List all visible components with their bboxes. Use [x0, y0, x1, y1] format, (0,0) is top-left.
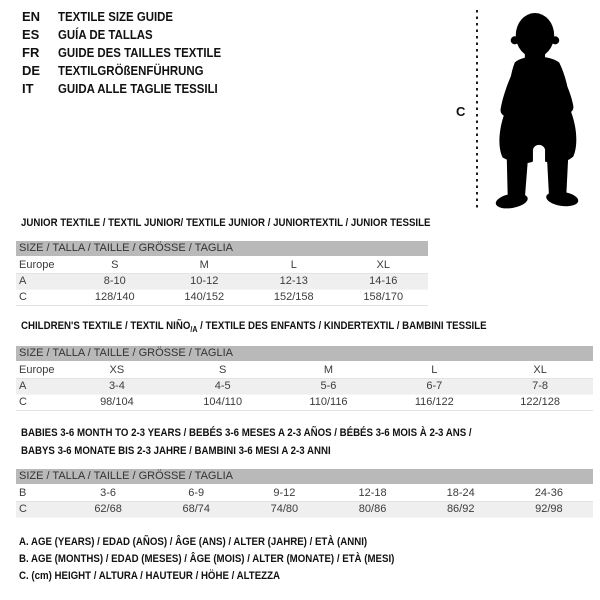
size-cell: 86/92	[417, 502, 505, 518]
size-cell: 12-13	[249, 274, 339, 290]
children-section-title: CHILDREN'S TEXTILE / TEXTIL $NIÑO_{/A}$ / TEXTILE DES ENFANTS / KINDERTEXTIL / BAMBINI TESSILE	[21, 320, 487, 335]
size-cell: 128/140	[70, 290, 160, 306]
size-cell: 12-18	[328, 485, 416, 502]
size-cell: 116/122	[381, 395, 487, 411]
row-label: C	[16, 395, 64, 411]
language-title: TEXTILGRÖßENFÜHRUNG	[58, 63, 204, 78]
row-label: A	[16, 274, 70, 290]
table-row	[16, 274, 428, 290]
language-row	[22, 62, 243, 80]
row-label: A	[16, 379, 64, 395]
size-cell: 9-12	[240, 485, 328, 502]
junior-section-title: JUNIOR TEXTILE / TEXTIL JUNIOR/ TEXTILE JUNIOR / JUNIORTEXTIL / JUNIOR TESSILE	[21, 217, 431, 229]
size-cell: 122/128	[487, 395, 593, 411]
size-cell: M	[160, 257, 250, 274]
size-cell: 74/80	[240, 502, 328, 518]
size-cell: 3-6	[64, 485, 152, 502]
language-title: TEXTILE SIZE GUIDE	[58, 9, 174, 24]
size-cell: L	[249, 257, 339, 274]
language-title: GUIDE DES TAILLES TEXTILE	[58, 45, 222, 60]
legend-line-b: B. AGE (MONTHS) / EDAD (MESES) / ÂGE (MOIS) / ALTER (MONATE) / ETÀ (MESI)	[19, 553, 395, 565]
language-title: GUÍA DE TALLAS	[58, 27, 153, 42]
row-label: C	[16, 290, 70, 306]
language-code: FR	[22, 45, 40, 60]
size-cell: 24-36	[505, 485, 593, 502]
table-row	[16, 257, 428, 274]
size-cell: 6-9	[152, 485, 240, 502]
table-row	[16, 362, 593, 379]
size-cell: 6-7	[381, 379, 487, 395]
size-cell: 152/158	[249, 290, 339, 306]
size-cell: 7-8	[487, 379, 593, 395]
baby-silhouette-icon	[486, 8, 592, 210]
size-cell: 14-16	[339, 274, 429, 290]
size-cell: 98/104	[64, 395, 170, 411]
table-row	[16, 485, 593, 502]
size-cell: S	[170, 362, 276, 379]
size-cell: 80/86	[328, 502, 416, 518]
size-cell: L	[381, 362, 487, 379]
size-cell: 140/152	[160, 290, 250, 306]
size-cell: M	[276, 362, 382, 379]
size-cell: 62/68	[64, 502, 152, 518]
language-code: DE	[22, 63, 41, 78]
size-header-bar: SIZE / TALLA / TAILLE / GRÖSSE / TAGLIA	[16, 469, 593, 485]
language-row	[22, 26, 243, 44]
babies-size-table	[16, 469, 593, 518]
size-cell: 110/116	[276, 395, 382, 411]
size-cell: 18-24	[417, 485, 505, 502]
junior-size-table	[16, 241, 428, 306]
size-cell: 158/170	[339, 290, 429, 306]
table-row	[16, 502, 593, 518]
table-row	[16, 395, 593, 411]
language-code: ES	[22, 27, 40, 42]
size-cell: 92/98	[505, 502, 593, 518]
children-size-table	[16, 346, 593, 411]
language-row	[22, 8, 243, 26]
size-cell: 10-12	[160, 274, 250, 290]
height-measure-label: C	[456, 104, 466, 119]
language-code: EN	[22, 9, 41, 24]
table-row	[16, 290, 428, 306]
row-label: C	[16, 502, 64, 518]
size-cell: S	[70, 257, 160, 274]
nino-a-subscript: /A	[190, 325, 198, 335]
height-dotted-line	[476, 10, 478, 208]
babies-section-title: BABIES 3-6 MONTH TO 2-3 YEARS / BEBÉS 3-6 MESES A 2-3 AÑOS / BÉBÉS 3-6 MOIS À 2-3 ANS / BABYS 3-6 MONATE BIS 2-3 JAHRE / BAMBINI 3-6 MESI A 2-3 ANNI	[21, 427, 472, 457]
row-label: Europe	[16, 362, 64, 379]
size-cell: 4-5	[170, 379, 276, 395]
measurement-legend	[19, 534, 446, 585]
language-list	[22, 8, 243, 98]
language-row	[22, 80, 243, 98]
size-cell: 8-10	[70, 274, 160, 290]
size-header-bar: SIZE / TALLA / TAILLE / GRÖSSE / TAGLIA	[16, 241, 428, 257]
row-label: B	[16, 485, 64, 502]
size-cell: XS	[64, 362, 170, 379]
size-cell: 104/110	[170, 395, 276, 411]
legend-line-a: A. AGE (YEARS) / EDAD (AÑOS) / ÂGE (ANS) / ALTER (JAHRE) / ETÀ (ANNI)	[19, 536, 368, 548]
size-cell: 5-6	[276, 379, 382, 395]
size-cell: 3-4	[64, 379, 170, 395]
language-row	[22, 44, 243, 62]
size-cell: XL	[487, 362, 593, 379]
table-row	[16, 379, 593, 395]
language-code: IT	[22, 81, 34, 96]
language-title: GUIDA ALLE TAGLIE TESSILI	[58, 81, 218, 96]
size-cell: XL	[339, 257, 429, 274]
row-label: Europe	[16, 257, 70, 274]
measurement-figure	[452, 8, 598, 212]
size-header-bar: SIZE / TALLA / TAILLE / GRÖSSE / TAGLIA	[16, 346, 593, 362]
size-cell: 68/74	[152, 502, 240, 518]
legend-line-c: C. (cm) HEIGHT / ALTURA / HAUTEUR / HÖHE / ALTEZZA	[19, 570, 281, 582]
